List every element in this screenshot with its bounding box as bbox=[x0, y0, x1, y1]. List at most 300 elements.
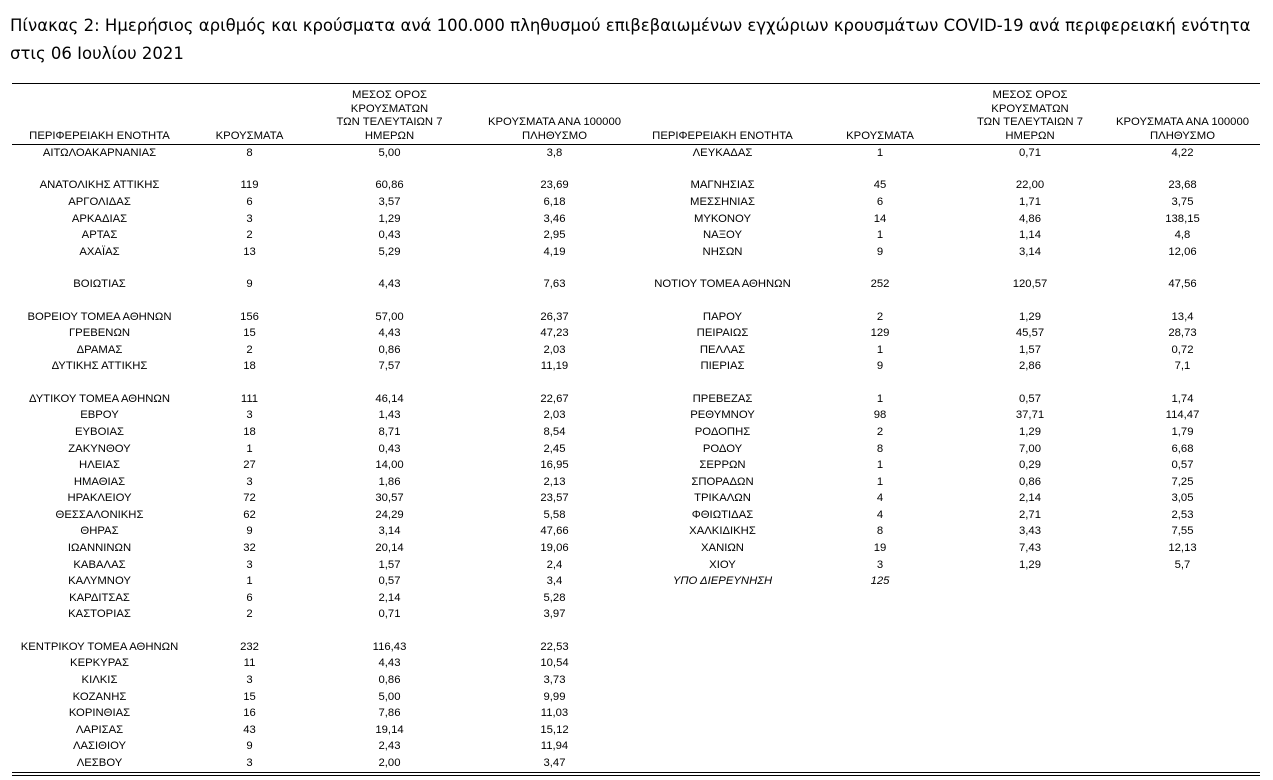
avg7-cell: 2,43 bbox=[378, 740, 401, 753]
right-table bbox=[640, 89, 1260, 590]
avg7-cell: 0,43 bbox=[378, 442, 401, 455]
region-cell: ΑΧΑΪΑΣ bbox=[79, 245, 120, 258]
per100k-cell: 2,03 bbox=[543, 409, 566, 422]
per100k-cell: 10,54 bbox=[540, 657, 569, 670]
table-row bbox=[640, 177, 1260, 194]
table-row bbox=[640, 194, 1260, 211]
avg7-cell: 1,57 bbox=[378, 558, 401, 571]
table-row bbox=[12, 573, 640, 590]
per100k-cell: 3,8 bbox=[546, 147, 563, 159]
per100k-cell: 2,13 bbox=[543, 475, 566, 488]
top-rule bbox=[12, 83, 1260, 84]
cases-cell: 27 bbox=[243, 459, 256, 472]
avg7-cell: 3,43 bbox=[1019, 525, 1041, 538]
per100k-cell: 3,97 bbox=[543, 608, 566, 621]
cases-cell: 125 bbox=[870, 575, 890, 588]
avg7-cell: 0,86 bbox=[1019, 475, 1041, 488]
region-cell: ΦΘΙΩΤΙΔΑΣ bbox=[691, 508, 754, 521]
region-cell: ΓΡΕΒΕΝΩΝ bbox=[68, 327, 131, 340]
cases-cell: 3 bbox=[246, 756, 253, 769]
cases-cell: 9 bbox=[246, 525, 253, 538]
cases-cell: 3 bbox=[246, 475, 253, 488]
region-cell: ΚΟΡΙΝΘΙΑΣ bbox=[68, 707, 131, 720]
cases-cell: 6 bbox=[246, 195, 253, 208]
avg7-cell: 0,86 bbox=[378, 343, 401, 356]
per100k-cell: 4,8 bbox=[1174, 229, 1191, 242]
cases-cell: 3 bbox=[246, 409, 253, 422]
per100k-cell: 3,73 bbox=[543, 674, 566, 687]
avg7-cell: 2,00 bbox=[378, 756, 401, 769]
table-row bbox=[12, 507, 640, 524]
avg7-cell: 5,00 bbox=[378, 147, 401, 159]
region-cell: ΚΙΛΚΙΣ bbox=[81, 674, 118, 687]
region-cell: ΧΙΟΥ bbox=[709, 558, 736, 571]
table-row bbox=[12, 590, 640, 607]
table-row bbox=[12, 276, 640, 293]
region-cell: ΚΑΒΑΛΑΣ bbox=[73, 558, 126, 571]
table-row bbox=[640, 474, 1260, 491]
avg7-cell: 1,14 bbox=[1019, 229, 1041, 242]
avg7-cell: 4,86 bbox=[1019, 212, 1041, 225]
per100k-cell: 0,72 bbox=[1171, 343, 1194, 356]
table-row bbox=[12, 244, 640, 261]
per100k-cell: 26,37 bbox=[540, 310, 569, 323]
table-title: Πίνακας 2: Ημερήσιος αριθμός και κρούσματα ανά 100.000 πληθυσμού επιβεβαιωμένων εγχώριων κρουσμάτων COVID-19 ανά περιφερειακή ενότητα στις 06 Ιουλίου 2021 bbox=[10, 16, 1251, 63]
per100k-cell: 5,28 bbox=[543, 591, 566, 604]
left-table-header bbox=[12, 89, 640, 145]
region-cell: ΑΡΚΑΔΙΑΣ bbox=[71, 212, 128, 225]
table-row bbox=[640, 457, 1260, 474]
per100k-cell: 47,23 bbox=[540, 327, 569, 340]
per100k-cell: 47,56 bbox=[1168, 278, 1197, 291]
per100k-cell: 13,4 bbox=[1171, 310, 1194, 323]
per100k-cell: 23,68 bbox=[1168, 179, 1197, 192]
table-row bbox=[12, 441, 640, 458]
per100k-cell: 6,18 bbox=[543, 195, 566, 208]
region-cell: ΚΑΡΔΙΤΣΑΣ bbox=[69, 591, 130, 604]
avg7-cell: 5,00 bbox=[378, 690, 401, 703]
table-row bbox=[640, 507, 1260, 524]
region-cell: ΚΕΡΚΥΡΑΣ bbox=[70, 657, 129, 670]
region-cell: ΠΙΕΡΙΑΣ bbox=[700, 360, 745, 373]
region-cell: ΚΑΛΥΜΝΟΥ bbox=[68, 575, 131, 588]
avg7-cell: 7,86 bbox=[378, 707, 401, 720]
per100k-cell: 28,73 bbox=[1168, 327, 1197, 340]
per100k-cell: 6,68 bbox=[1171, 442, 1194, 455]
avg7-cell: 2,14 bbox=[378, 591, 401, 604]
per100k-cell: 0,57 bbox=[1171, 459, 1194, 472]
region-cell: ΗΛΕΙΑΣ bbox=[79, 459, 120, 472]
table-row bbox=[12, 325, 640, 342]
header-avg7-line3: ΗΜΕΡΩΝ bbox=[364, 129, 415, 142]
cases-cell: 3 bbox=[246, 558, 253, 571]
region-cell: ΒΟΡΕΙΟΥ ΤΟΜΕΑ ΑΘΗΝΩΝ bbox=[27, 310, 172, 323]
cases-cell: 1 bbox=[876, 475, 884, 488]
cases-cell: 72 bbox=[243, 492, 256, 505]
region-cell: ΜΑΓΝΗΣΙΑΣ bbox=[690, 179, 755, 192]
avg7-cell: 5,29 bbox=[378, 245, 401, 258]
per100k-cell: 7,55 bbox=[1171, 525, 1194, 538]
cases-cell: 15 bbox=[243, 327, 256, 340]
cases-cell: 111 bbox=[240, 392, 259, 405]
table-row bbox=[12, 177, 640, 194]
region-cell: ΜΕΣΣΗΝΙΑΣ bbox=[690, 195, 755, 208]
region-cell: ΠΕΛΛΑΣ bbox=[699, 343, 746, 356]
cases-cell: 11 bbox=[243, 657, 256, 670]
cases-cell: 32 bbox=[243, 542, 256, 555]
per100k-cell: 12,06 bbox=[1168, 245, 1197, 258]
table-row bbox=[12, 705, 640, 722]
region-cell: ΔΡΑΜΑΣ bbox=[76, 343, 123, 356]
cases-cell: 252 bbox=[870, 278, 890, 291]
cases-cell: 3 bbox=[246, 674, 253, 687]
per100k-cell: 3,47 bbox=[543, 756, 566, 769]
cases-cell: 8 bbox=[246, 147, 253, 159]
avg7-cell: 7,57 bbox=[378, 360, 401, 373]
table-row bbox=[640, 523, 1260, 540]
table-row bbox=[12, 194, 640, 211]
table-row bbox=[12, 557, 640, 574]
per100k-cell: 2,03 bbox=[543, 343, 566, 356]
avg7-cell: 22,00 bbox=[1015, 179, 1045, 192]
table-row bbox=[12, 672, 640, 689]
avg7-cell: 0,71 bbox=[378, 608, 401, 621]
header-avg7-line1: ΜΕΣΟΣ ΟΡΟΣ ΚΡΟΥΣΜΑΤΩΝ bbox=[350, 89, 429, 115]
header-per100k bbox=[1105, 116, 1260, 143]
avg7-cell: 20,14 bbox=[375, 542, 404, 555]
region-cell: ΚΑΣΤΟΡΙΑΣ bbox=[68, 608, 131, 621]
region-cell: ΧΑΝΙΩΝ bbox=[701, 542, 744, 555]
region-cell: ΝΑΞΟΥ bbox=[703, 229, 742, 242]
per100k-cell: 23,57 bbox=[540, 492, 569, 505]
table-row bbox=[640, 490, 1260, 507]
region-cell: ΖΑΚΥΝΘΟΥ bbox=[68, 442, 131, 455]
region-cell: ΠΑΡΟΥ bbox=[702, 310, 743, 323]
avg7-cell: 14,00 bbox=[375, 459, 404, 472]
table-row bbox=[12, 606, 640, 623]
cases-cell: 8 bbox=[876, 525, 884, 538]
avg7-cell: 8,71 bbox=[378, 425, 401, 438]
avg7-cell: 2,71 bbox=[1019, 508, 1041, 521]
avg7-cell: 4,43 bbox=[378, 278, 401, 291]
table-row bbox=[12, 540, 640, 557]
header-avg7-line1: ΜΕΣΟΣ ΟΡΟΣ ΚΡΟΥΣΜΑΤΩΝ bbox=[991, 89, 1069, 115]
cases-cell: 232 bbox=[240, 640, 259, 653]
cases-cell: 1 bbox=[876, 229, 884, 242]
cases-cell: 1 bbox=[876, 343, 884, 356]
table-row bbox=[12, 755, 640, 772]
bottom-rule bbox=[12, 772, 1260, 773]
region-cell: ΑΙΤΩΛΟΑΚΑΡΝΑΝΙΑΣ bbox=[42, 147, 157, 159]
avg7-cell: 0,57 bbox=[378, 575, 401, 588]
cases-cell: 9 bbox=[246, 278, 253, 291]
table-row bbox=[12, 722, 640, 739]
avg7-cell: 19,14 bbox=[375, 723, 404, 736]
cases-cell: 16 bbox=[243, 707, 256, 720]
table-row bbox=[12, 145, 640, 162]
per100k-cell: 23,69 bbox=[540, 179, 569, 192]
region-cell: ΛΕΥΚΑΔΑΣ bbox=[692, 147, 753, 159]
header-region-label: ΠΕΡΙΦΕΡΕΙΑΚΗ ΕΝΟΤΗΤΑ bbox=[652, 129, 793, 142]
table-row bbox=[12, 391, 640, 408]
cases-cell: 19 bbox=[873, 542, 887, 555]
region-cell: ΧΑΛΚΙΔΙΚΗΣ bbox=[689, 525, 756, 538]
cases-cell: 2 bbox=[246, 608, 253, 621]
header-cases bbox=[187, 130, 312, 144]
region-cell: ΛΑΣΙΘΙΟΥ bbox=[72, 740, 127, 753]
per100k-cell: 11,94 bbox=[540, 740, 569, 753]
cases-cell: 6 bbox=[246, 591, 253, 604]
avg7-cell: 30,57 bbox=[375, 492, 404, 505]
cases-cell: 9 bbox=[876, 360, 884, 373]
cases-cell: 4 bbox=[876, 508, 884, 521]
table-row bbox=[12, 407, 640, 424]
region-cell: ΡΟΔΟΠΗΣ bbox=[694, 425, 751, 438]
cases-cell: 1 bbox=[876, 392, 884, 405]
table-row bbox=[12, 342, 640, 359]
per100k-cell: 47,66 bbox=[540, 525, 569, 538]
region-cell: ΒΟΙΩΤΙΑΣ bbox=[73, 278, 126, 291]
cases-cell: 129 bbox=[870, 327, 890, 340]
table-row bbox=[12, 738, 640, 755]
table-row bbox=[12, 523, 640, 540]
avg7-cell: 1,29 bbox=[1019, 310, 1041, 323]
avg7-cell: 1,86 bbox=[378, 475, 401, 488]
cases-cell: 4 bbox=[876, 492, 884, 505]
region-cell: ΝΟΤΙΟΥ ΤΟΜΕΑ ΑΘΗΝΩΝ bbox=[654, 278, 791, 291]
cases-cell: 6 bbox=[876, 195, 884, 208]
region-cell: ΕΥΒΟΙΑΣ bbox=[74, 425, 125, 438]
avg7-cell: 0,29 bbox=[1019, 459, 1041, 472]
region-cell: ΛΕΣΒΟΥ bbox=[76, 756, 123, 769]
cases-cell: 8 bbox=[876, 442, 884, 455]
table-row bbox=[12, 424, 640, 441]
avg7-cell: 24,29 bbox=[375, 508, 404, 521]
region-cell: ΚΟΖΑΝΗΣ bbox=[72, 690, 127, 703]
region-cell: ΡΟΔΟΥ bbox=[702, 442, 743, 455]
header-per100k-line1: ΚΡΟΥΣΜΑΤΑ ΑΝΑ 100000 bbox=[1115, 116, 1250, 128]
avg7-cell: 0,57 bbox=[1019, 392, 1041, 405]
cases-cell: 1 bbox=[876, 459, 884, 472]
cases-cell: 9 bbox=[876, 245, 884, 258]
cases-cell: 2 bbox=[246, 229, 253, 242]
header-avg7 bbox=[955, 89, 1105, 143]
region-cell: ΠΡΕΒΕΖΑΣ bbox=[692, 392, 753, 405]
cases-cell: 43 bbox=[243, 723, 256, 736]
cases-cell: 1 bbox=[246, 575, 253, 588]
avg7-cell: 0,71 bbox=[1019, 147, 1041, 159]
region-cell: ΑΡΓΟΛΙΔΑΣ bbox=[68, 195, 131, 208]
avg7-cell: 4,43 bbox=[378, 657, 401, 670]
cases-cell: 1 bbox=[876, 147, 884, 159]
per100k-cell: 114,47 bbox=[1165, 409, 1200, 422]
cases-cell: 119 bbox=[240, 179, 259, 192]
per100k-cell: 22,53 bbox=[540, 640, 569, 653]
avg7-cell: 1,29 bbox=[1019, 425, 1041, 438]
per100k-cell: 4,22 bbox=[1171, 147, 1194, 159]
table-row bbox=[640, 145, 1260, 162]
cases-cell: 15 bbox=[243, 690, 256, 703]
avg7-cell: 7,43 bbox=[1019, 542, 1041, 555]
avg7-cell: 1,57 bbox=[1019, 343, 1041, 356]
table-row bbox=[640, 244, 1260, 261]
cases-cell: 98 bbox=[873, 409, 887, 422]
header-region bbox=[12, 130, 187, 144]
per100k-cell: 3,4 bbox=[546, 575, 563, 588]
avg7-cell: 3,14 bbox=[378, 525, 401, 538]
region-cell: ΡΕΘΥΜΝΟΥ bbox=[690, 409, 755, 422]
per100k-cell: 19,06 bbox=[540, 542, 569, 555]
avg7-cell: 1,29 bbox=[1019, 558, 1041, 571]
avg7-cell: 1,71 bbox=[1019, 195, 1041, 208]
cases-cell: 2 bbox=[876, 310, 884, 323]
per100k-cell: 7,63 bbox=[543, 278, 566, 291]
avg7-cell: 2,86 bbox=[1019, 360, 1041, 373]
region-cell: ΜΥΚΟΝΟΥ bbox=[693, 212, 752, 225]
cases-cell: 3 bbox=[246, 212, 253, 225]
cases-cell: 62 bbox=[243, 508, 256, 521]
left-table bbox=[12, 89, 640, 772]
avg7-cell: 2,14 bbox=[1019, 492, 1041, 505]
per100k-cell: 2,95 bbox=[543, 229, 566, 242]
region-cell: ΛΑΡΙΣΑΣ bbox=[75, 723, 124, 736]
table-row bbox=[640, 358, 1260, 375]
table-row bbox=[12, 358, 640, 375]
table-row bbox=[640, 407, 1260, 424]
avg7-cell: 1,29 bbox=[378, 212, 401, 225]
table-row bbox=[12, 655, 640, 672]
per100k-cell: 3,05 bbox=[1171, 492, 1194, 505]
left-table-body bbox=[12, 145, 640, 772]
per100k-cell: 138,15 bbox=[1165, 212, 1200, 225]
per100k-cell: 3,75 bbox=[1171, 195, 1194, 208]
avg7-cell: 57,00 bbox=[375, 310, 404, 323]
avg7-cell: 7,00 bbox=[1019, 442, 1041, 455]
cases-cell: 1 bbox=[246, 442, 253, 455]
per100k-cell: 7,1 bbox=[1174, 360, 1191, 373]
region-cell: ΗΜΑΘΙΑΣ bbox=[73, 475, 126, 488]
header-region bbox=[640, 130, 805, 144]
region-cell: ΘΗΡΑΣ bbox=[80, 525, 119, 538]
per100k-cell: 2,45 bbox=[543, 442, 566, 455]
avg7-cell: 0,43 bbox=[378, 229, 401, 242]
per100k-cell: 22,67 bbox=[540, 392, 569, 405]
cases-cell: 18 bbox=[243, 425, 256, 438]
table-row bbox=[640, 309, 1260, 326]
avg7-cell: 60,86 bbox=[375, 179, 404, 192]
cases-cell: 14 bbox=[873, 212, 887, 225]
table-row bbox=[640, 441, 1260, 458]
per100k-cell: 2,53 bbox=[1171, 508, 1194, 521]
table-row bbox=[640, 391, 1260, 408]
header-cases-label: ΚΡΟΥΣΜΑΤΑ bbox=[846, 129, 914, 142]
table-row bbox=[640, 540, 1260, 557]
table-row bbox=[12, 490, 640, 507]
cases-cell: 3 bbox=[876, 558, 884, 571]
header-avg7-line2: ΤΩΝ ΤΕΛΕΥΤΑΙΩΝ 7 bbox=[336, 116, 443, 128]
per100k-cell: 15,12 bbox=[540, 723, 569, 736]
per100k-cell: 2,4 bbox=[546, 558, 563, 571]
per100k-cell: 3,46 bbox=[543, 212, 566, 225]
table-row bbox=[12, 227, 640, 244]
avg7-cell: 4,43 bbox=[378, 327, 401, 340]
table-row bbox=[640, 227, 1260, 244]
region-cell: ΤΡΙΚΑΛΩΝ bbox=[694, 492, 751, 505]
table-row bbox=[640, 424, 1260, 441]
right-table-body bbox=[640, 145, 1260, 590]
avg7-cell: 120,57 bbox=[1012, 278, 1048, 291]
avg7-cell: 3,14 bbox=[1019, 245, 1041, 258]
per100k-cell: 12,13 bbox=[1168, 542, 1197, 555]
cases-cell: 156 bbox=[240, 310, 259, 323]
table-row bbox=[640, 276, 1260, 293]
region-cell: ΑΡΤΑΣ bbox=[81, 229, 118, 242]
header-cases-label: ΚΡΟΥΣΜΑΤΑ bbox=[215, 129, 284, 142]
avg7-cell: 37,71 bbox=[1015, 409, 1045, 422]
region-cell: ΘΕΣΣΑΛΟΝΙΚΗΣ bbox=[55, 508, 144, 521]
table-row bbox=[12, 639, 640, 656]
per100k-cell: 11,03 bbox=[540, 707, 569, 720]
header-avg7-line2: ΤΩΝ ΤΕΛΕΥΤΑΙΩΝ 7 bbox=[976, 116, 1084, 128]
per100k-cell: 1,79 bbox=[1171, 425, 1194, 438]
table-row bbox=[12, 211, 640, 228]
region-cell: ΙΩΑΝΝΙΝΩΝ bbox=[67, 542, 132, 555]
region-cell: ΥΠΟ ΔΙΕΡΕΥΝΗΣΗ bbox=[672, 575, 773, 588]
table-row bbox=[12, 474, 640, 491]
region-cell: ΔΥΤΙΚΟΥ ΤΟΜΕΑ ΑΘΗΝΩΝ bbox=[28, 392, 171, 405]
cases-cell: 18 bbox=[243, 360, 256, 373]
region-cell: ΣΕΡΡΩΝ bbox=[699, 459, 746, 472]
per100k-cell: 4,19 bbox=[543, 245, 566, 258]
per100k-cell: 7,25 bbox=[1171, 475, 1194, 488]
table-row bbox=[640, 342, 1260, 359]
region-cell: ΠΕΙΡΑΙΩΣ bbox=[696, 327, 749, 340]
cases-cell: 2 bbox=[876, 425, 884, 438]
header-per100k bbox=[467, 116, 642, 143]
header-per100k-line2: ΠΛΗΘΥΣΜΟ bbox=[521, 129, 587, 142]
table-row bbox=[640, 573, 1260, 590]
header-per100k-line2: ΠΛΗΘΥΣΜΟ bbox=[1149, 129, 1215, 142]
region-cell: ΣΠΟΡΑΔΩΝ bbox=[691, 475, 754, 488]
avg7-cell: 46,14 bbox=[375, 392, 404, 405]
header-avg7-line3: ΗΜΕΡΩΝ bbox=[1005, 129, 1055, 142]
per100k-cell: 8,54 bbox=[543, 425, 566, 438]
table-row bbox=[12, 689, 640, 706]
table-row bbox=[640, 557, 1260, 574]
cases-cell: 2 bbox=[246, 343, 253, 356]
region-cell: ΔΥΤΙΚΗΣ ΑΤΤΙΚΗΣ bbox=[51, 360, 148, 373]
per100k-cell: 9,99 bbox=[543, 690, 566, 703]
table-row bbox=[12, 309, 640, 326]
region-cell: ΝΗΣΩΝ bbox=[702, 245, 743, 258]
header-region-label: ΠΕΡΙΦΕΡΕΙΑΚΗ ΕΝΟΤΗΤΑ bbox=[29, 129, 170, 142]
region-cell: ΑΝΑΤΟΛΙΚΗΣ ΑΤΤΙΚΗΣ bbox=[39, 179, 160, 192]
table-row bbox=[12, 457, 640, 474]
region-cell: ΚΕΝΤΡΙΚΟΥ ΤΟΜΕΑ ΑΘΗΝΩΝ bbox=[20, 640, 179, 653]
per100k-cell: 11,19 bbox=[540, 360, 569, 373]
per100k-cell: 16,95 bbox=[540, 459, 569, 472]
header-cases bbox=[805, 130, 955, 144]
cases-cell: 45 bbox=[873, 179, 887, 192]
cases-cell: 9 bbox=[246, 740, 253, 753]
right-table-header bbox=[640, 89, 1260, 145]
cases-cell: 13 bbox=[243, 245, 256, 258]
region-cell: ΗΡΑΚΛΕΙΟΥ bbox=[67, 492, 132, 505]
per100k-cell: 5,58 bbox=[543, 508, 566, 521]
region-cell: ΕΒΡΟΥ bbox=[80, 409, 119, 422]
table-row bbox=[640, 211, 1260, 228]
avg7-cell: 1,43 bbox=[378, 409, 401, 422]
